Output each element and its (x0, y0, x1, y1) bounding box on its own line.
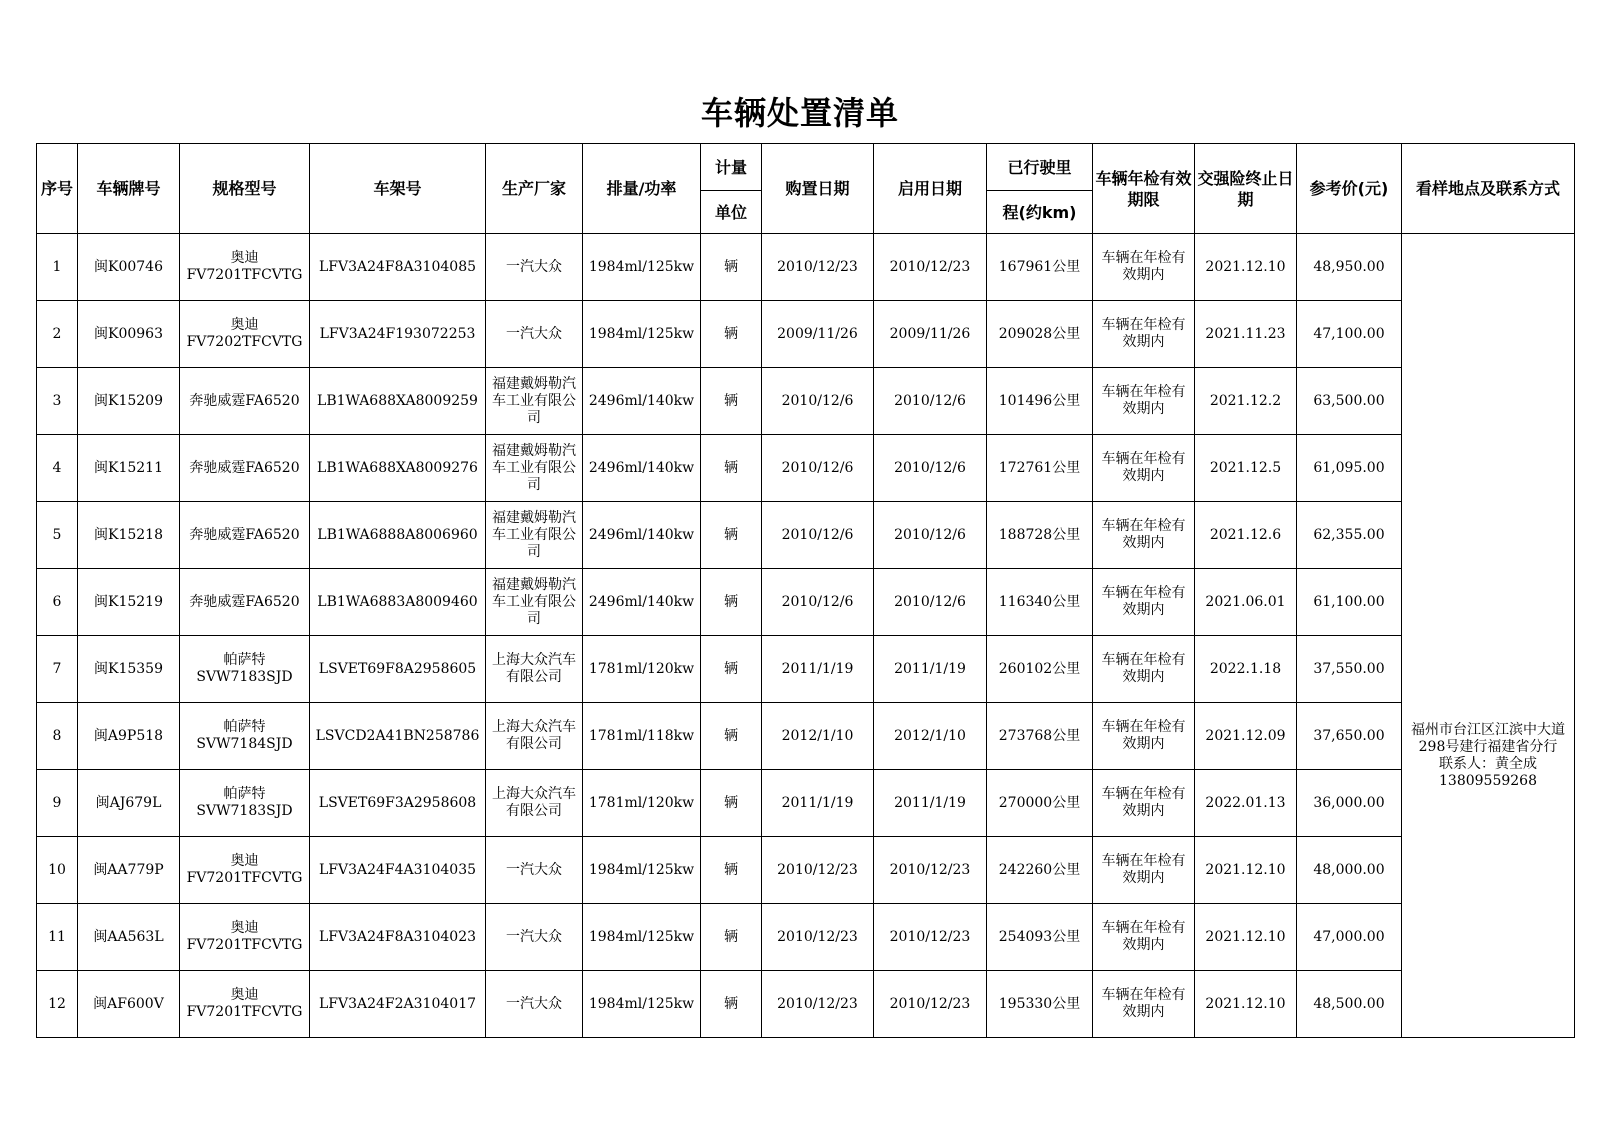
cell-seq: 10 (37, 837, 78, 904)
cell-maker: 上海大众汽车有限公司 (486, 770, 583, 837)
cell-model-code: 奔驰威霆FA6520 (189, 459, 300, 476)
cell-purchase-date: 2010/12/23 (762, 234, 874, 301)
cell-unit: 辆 (701, 368, 762, 435)
cell-start-date: 2010/12/23 (874, 971, 987, 1038)
table-row (37, 502, 1575, 569)
cell-price: 36,000.00 (1297, 770, 1402, 837)
cell-unit: 辆 (701, 971, 762, 1038)
cell-maker: 一汽大众 (486, 301, 583, 368)
cell-insurance: 2021.12.10 (1195, 234, 1297, 301)
cell-engine: 1781ml/120kw (583, 636, 701, 703)
cell-insurance: 2021.06.01 (1195, 569, 1297, 636)
cell-maker: 福建戴姆勒汽车工业有限公司 (486, 569, 583, 636)
cell-plate: 闽K00746 (78, 234, 180, 301)
cell-vin: LB1WA688XA8009276 (310, 435, 486, 502)
cell-vin: LFV3A24F4A3104035 (310, 837, 486, 904)
cell-price: 48,500.00 (1297, 971, 1402, 1038)
cell-plate: 闽K15218 (78, 502, 180, 569)
cell-price: 61,100.00 (1297, 569, 1402, 636)
cell-seq: 12 (37, 971, 78, 1038)
cell-model (180, 435, 310, 502)
header-inspection: 车辆年检有效期限 (1093, 144, 1195, 234)
cell-purchase-date: 2010/12/6 (762, 569, 874, 636)
table-header (37, 144, 1575, 234)
cell-vin: LB1WA688XA8009259 (310, 368, 486, 435)
cell-inspection: 车辆在年检有效期内 (1093, 971, 1195, 1038)
cell-engine: 2496ml/140kw (583, 569, 701, 636)
cell-engine: 1984ml/125kw (583, 904, 701, 971)
header-insurance: 交强险终止日期 (1195, 144, 1297, 234)
cell-model-code: 奔驰威霆FA6520 (189, 392, 300, 409)
cell-model-code: FV7201TFCVTG (186, 1004, 303, 1020)
contact-info (1402, 234, 1575, 1038)
cell-maker: 福建戴姆勒汽车工业有限公司 (486, 435, 583, 502)
cell-price: 48,000.00 (1297, 837, 1402, 904)
cell-engine: 1984ml/125kw (583, 971, 701, 1038)
cell-seq: 9 (37, 770, 78, 837)
header-plate: 车辆牌号 (78, 144, 180, 234)
cell-model (180, 904, 310, 971)
cell-price: 63,500.00 (1297, 368, 1402, 435)
cell-purchase-date: 2010/12/23 (762, 904, 874, 971)
cell-maker: 福建戴姆勒汽车工业有限公司 (486, 502, 583, 569)
cell-purchase-date: 2010/12/23 (762, 837, 874, 904)
cell-price: 61,095.00 (1297, 435, 1402, 502)
cell-model-code: 奔驰威霆FA6520 (189, 526, 300, 543)
cell-mileage: 260102公里 (987, 636, 1093, 703)
table-row (37, 435, 1575, 502)
header-model: 规格型号 (180, 144, 310, 234)
cell-brand: 奥迪 (230, 317, 259, 333)
cell-engine: 2496ml/140kw (583, 368, 701, 435)
contact-phone: 13809559268 (1439, 772, 1537, 789)
cell-model-code: SVW7183SJD (196, 669, 293, 685)
contact-address: 福州市台江区江滨中大道298号建行福建省分行 (1411, 721, 1565, 755)
cell-price: 48,950.00 (1297, 234, 1402, 301)
cell-purchase-date: 2010/12/6 (762, 502, 874, 569)
cell-start-date: 2010/12/6 (874, 368, 987, 435)
cell-engine: 1781ml/118kw (583, 703, 701, 770)
cell-mileage: 195330公里 (987, 971, 1093, 1038)
cell-maker: 福建戴姆勒汽车工业有限公司 (486, 368, 583, 435)
cell-engine: 2496ml/140kw (583, 502, 701, 569)
cell-vin: LSVET69F8A2958605 (310, 636, 486, 703)
cell-unit: 辆 (701, 904, 762, 971)
cell-model-code: FV7201TFCVTG (186, 937, 303, 953)
header-vin: 车架号 (310, 144, 486, 234)
table-row (37, 703, 1575, 770)
cell-model-code: 奔驰威霆FA6520 (189, 593, 300, 610)
cell-unit: 辆 (701, 301, 762, 368)
cell-vin: LFV3A24F8A3104085 (310, 234, 486, 301)
cell-seq: 11 (37, 904, 78, 971)
cell-price: 47,100.00 (1297, 301, 1402, 368)
cell-insurance: 2021.12.10 (1195, 837, 1297, 904)
table-row (37, 636, 1575, 703)
cell-model (180, 368, 310, 435)
cell-start-date: 2011/1/19 (874, 636, 987, 703)
cell-seq: 2 (37, 301, 78, 368)
cell-mileage: 101496公里 (987, 368, 1093, 435)
cell-plate: 闽K15209 (78, 368, 180, 435)
cell-inspection: 车辆在年检有效期内 (1093, 234, 1195, 301)
cell-vin: LFV3A24F2A3104017 (310, 971, 486, 1038)
cell-mileage: 270000公里 (987, 770, 1093, 837)
cell-start-date: 2009/11/26 (874, 301, 987, 368)
cell-model (180, 971, 310, 1038)
cell-model (180, 837, 310, 904)
cell-unit: 辆 (701, 569, 762, 636)
cell-insurance: 2022.01.13 (1195, 770, 1297, 837)
cell-insurance: 2021.11.23 (1195, 301, 1297, 368)
cell-model (180, 301, 310, 368)
cell-mileage: 167961公里 (987, 234, 1093, 301)
cell-plate: 闽K15219 (78, 569, 180, 636)
cell-price: 37,550.00 (1297, 636, 1402, 703)
cell-model-code: FV7202TFCVTG (186, 334, 303, 350)
cell-inspection: 车辆在年检有效期内 (1093, 435, 1195, 502)
cell-unit: 辆 (701, 770, 762, 837)
cell-insurance: 2021.12.09 (1195, 703, 1297, 770)
cell-seq: 3 (37, 368, 78, 435)
cell-maker: 一汽大众 (486, 971, 583, 1038)
header-mileage-top: 已行驶里 (987, 144, 1093, 191)
cell-unit: 辆 (701, 435, 762, 502)
header-price: 参考价(元) (1297, 144, 1402, 234)
cell-vin: LB1WA6888A8006960 (310, 502, 486, 569)
cell-maker: 一汽大众 (486, 837, 583, 904)
cell-unit: 辆 (701, 234, 762, 301)
cell-plate: 闽K00963 (78, 301, 180, 368)
cell-purchase-date: 2010/12/23 (762, 971, 874, 1038)
cell-model-code: FV7201TFCVTG (186, 267, 303, 283)
cell-model-code: SVW7183SJD (196, 803, 293, 819)
cell-insurance: 2022.1.18 (1195, 636, 1297, 703)
header-unit-top: 计量 (701, 144, 762, 191)
cell-plate: 闽A9P518 (78, 703, 180, 770)
cell-inspection: 车辆在年检有效期内 (1093, 569, 1195, 636)
table-row (37, 368, 1575, 435)
table-row (37, 770, 1575, 837)
cell-mileage: 273768公里 (987, 703, 1093, 770)
cell-maker: 上海大众汽车有限公司 (486, 636, 583, 703)
cell-engine: 1984ml/125kw (583, 234, 701, 301)
cell-seq: 5 (37, 502, 78, 569)
cell-brand: 奥迪 (230, 853, 259, 869)
cell-brand: 奥迪 (230, 250, 259, 266)
cell-purchase-date: 2011/1/19 (762, 770, 874, 837)
cell-vin: LFV3A24F193072253 (310, 301, 486, 368)
cell-purchase-date: 2012/1/10 (762, 703, 874, 770)
header-purchase-date: 购置日期 (762, 144, 874, 234)
cell-vin: LFV3A24F8A3104023 (310, 904, 486, 971)
cell-model (180, 569, 310, 636)
cell-mileage: 209028公里 (987, 301, 1093, 368)
cell-inspection: 车辆在年检有效期内 (1093, 837, 1195, 904)
cell-plate: 闽K15359 (78, 636, 180, 703)
cell-mileage: 172761公里 (987, 435, 1093, 502)
cell-seq: 6 (37, 569, 78, 636)
cell-mileage: 242260公里 (987, 837, 1093, 904)
page-title: 车辆处置清单 (700, 94, 899, 132)
cell-start-date: 2010/12/23 (874, 234, 987, 301)
cell-seq: 1 (37, 234, 78, 301)
cell-plate: 闽AA563L (78, 904, 180, 971)
cell-unit: 辆 (701, 703, 762, 770)
cell-brand: 帕萨特 (223, 719, 266, 735)
cell-brand: 奥迪 (230, 920, 259, 936)
table-row (37, 837, 1575, 904)
cell-maker: 一汽大众 (486, 904, 583, 971)
cell-purchase-date: 2010/12/6 (762, 435, 874, 502)
cell-vin: LSVCD2A41BN258786 (310, 703, 486, 770)
cell-start-date: 2010/12/6 (874, 502, 987, 569)
table-row (37, 971, 1575, 1038)
cell-insurance: 2021.12.10 (1195, 971, 1297, 1038)
header-seq: 序号 (37, 144, 78, 234)
cell-inspection: 车辆在年检有效期内 (1093, 301, 1195, 368)
cell-vin: LB1WA6883A8009460 (310, 569, 486, 636)
table-row (37, 301, 1575, 368)
cell-model-code: SVW7184SJD (196, 736, 293, 752)
cell-mileage: 254093公里 (987, 904, 1093, 971)
cell-plate: 闽AA779P (78, 837, 180, 904)
cell-unit: 辆 (701, 502, 762, 569)
cell-inspection: 车辆在年检有效期内 (1093, 770, 1195, 837)
cell-purchase-date: 2011/1/19 (762, 636, 874, 703)
cell-start-date: 2010/12/6 (874, 569, 987, 636)
cell-price: 62,355.00 (1297, 502, 1402, 569)
vehicle-disposal-table (36, 143, 1575, 1038)
header-start-date: 启用日期 (874, 144, 987, 234)
cell-vin: LSVET69F3A2958608 (310, 770, 486, 837)
cell-model (180, 703, 310, 770)
cell-start-date: 2012/1/10 (874, 703, 987, 770)
cell-inspection: 车辆在年检有效期内 (1093, 502, 1195, 569)
cell-inspection: 车辆在年检有效期内 (1093, 368, 1195, 435)
cell-model (180, 234, 310, 301)
header-unit-bottom: 单位 (701, 191, 762, 234)
cell-start-date: 2011/1/19 (874, 770, 987, 837)
table-row (37, 234, 1575, 301)
cell-mileage: 188728公里 (987, 502, 1093, 569)
cell-unit: 辆 (701, 636, 762, 703)
contact-person: 联系人：黄全成 (1439, 755, 1537, 772)
cell-purchase-date: 2010/12/6 (762, 368, 874, 435)
cell-mileage: 116340公里 (987, 569, 1093, 636)
cell-engine: 2496ml/140kw (583, 435, 701, 502)
cell-seq: 4 (37, 435, 78, 502)
cell-start-date: 2010/12/6 (874, 435, 987, 502)
cell-price: 47,000.00 (1297, 904, 1402, 971)
cell-inspection: 车辆在年检有效期内 (1093, 904, 1195, 971)
cell-insurance: 2021.12.5 (1195, 435, 1297, 502)
header-mileage-bottom: 程(约km) (987, 191, 1093, 234)
cell-model (180, 502, 310, 569)
cell-start-date: 2010/12/23 (874, 837, 987, 904)
cell-maker: 一汽大众 (486, 234, 583, 301)
cell-price: 37,650.00 (1297, 703, 1402, 770)
cell-brand: 帕萨特 (223, 786, 266, 802)
cell-unit: 辆 (701, 837, 762, 904)
cell-maker: 上海大众汽车有限公司 (486, 703, 583, 770)
cell-seq: 7 (37, 636, 78, 703)
cell-purchase-date: 2009/11/26 (762, 301, 874, 368)
table-body (37, 234, 1575, 1038)
table-row (37, 569, 1575, 636)
cell-insurance: 2021.12.2 (1195, 368, 1297, 435)
cell-model (180, 636, 310, 703)
cell-model-code: FV7201TFCVTG (186, 870, 303, 886)
cell-plate: 闽AJ679L (78, 770, 180, 837)
cell-engine: 1984ml/125kw (583, 301, 701, 368)
cell-model (180, 770, 310, 837)
cell-plate: 闽AF600V (78, 971, 180, 1038)
cell-plate: 闽K15211 (78, 435, 180, 502)
cell-start-date: 2010/12/23 (874, 904, 987, 971)
cell-engine: 1781ml/120kw (583, 770, 701, 837)
table-row (37, 904, 1575, 971)
cell-insurance: 2021.12.6 (1195, 502, 1297, 569)
header-location: 看样地点及联系方式 (1402, 144, 1575, 234)
cell-brand: 帕萨特 (223, 652, 266, 668)
cell-brand: 奥迪 (230, 987, 259, 1003)
cell-seq: 8 (37, 703, 78, 770)
header-engine: 排量/功率 (583, 144, 701, 234)
cell-inspection: 车辆在年检有效期内 (1093, 703, 1195, 770)
header-maker: 生产厂家 (486, 144, 583, 234)
cell-insurance: 2021.12.10 (1195, 904, 1297, 971)
cell-engine: 1984ml/125kw (583, 837, 701, 904)
cell-inspection: 车辆在年检有效期内 (1093, 636, 1195, 703)
